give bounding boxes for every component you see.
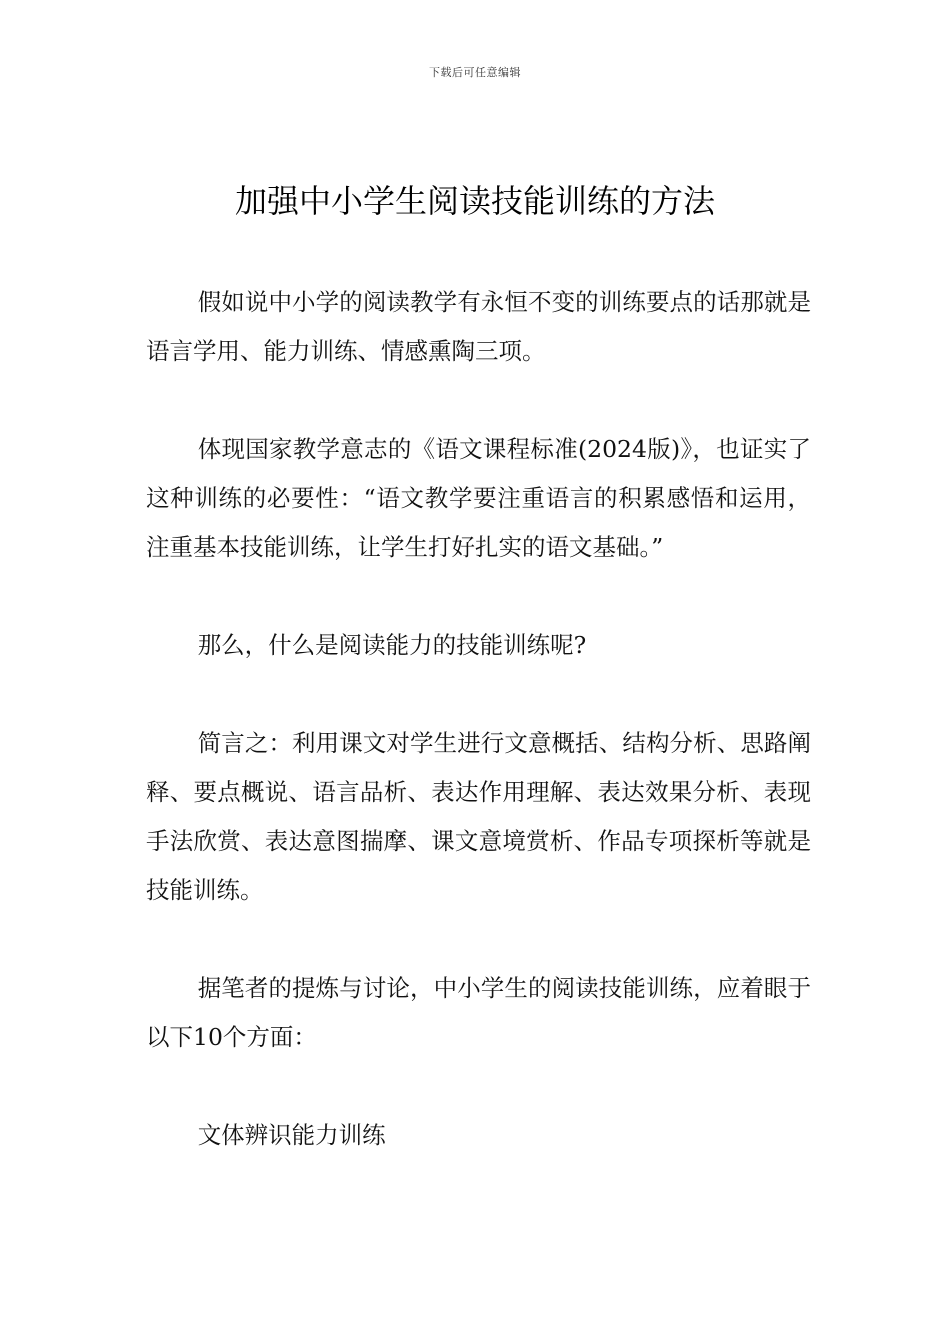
paragraph-spacer <box>146 915 811 964</box>
document-body <box>146 278 811 1160</box>
paragraph-spacer <box>146 1062 811 1111</box>
paragraph-spacer <box>146 670 811 719</box>
paragraph-spacer <box>146 572 811 621</box>
paragraph-5: 据笔者的提炼与讨论，中小学生的阅读技能训练，应着眼于以下10个方面： <box>146 974 811 1051</box>
paragraph-4: 简言之：利用课文对学生进行文意概括、结构分析、思路阐释、要点概说、语言品析、表达作用理解、表达效果分析、表现手法欣赏、表达意图揣摩、课文意境赏析、作品专项探析等就是技能训练。 <box>146 729 811 904</box>
paragraph-3: 那么，什么是阅读能力的技能训练呢? <box>197 631 587 659</box>
section-heading: 文体辨识能力训练 <box>197 1121 386 1149</box>
paragraph-1: 假如说中小学的阅读教学有永恒不变的训练要点的话那就是语言学用、能力训练、情感熏陶三项。 <box>146 288 811 365</box>
document-title: 加强中小学生阅读技能训练的方法 <box>234 182 715 220</box>
paragraph-spacer <box>146 376 811 425</box>
paragraph-2: 体现国家教学意志的《语文课程标准(2024版)》，也证实了这种训练的必要性：“语文教学要注重语言的积累感悟和运用，注重基本技能训练，让学生打好扎实的语文基础。” <box>146 435 811 561</box>
page-header-note: 下载后可任意编辑 <box>429 66 521 79</box>
